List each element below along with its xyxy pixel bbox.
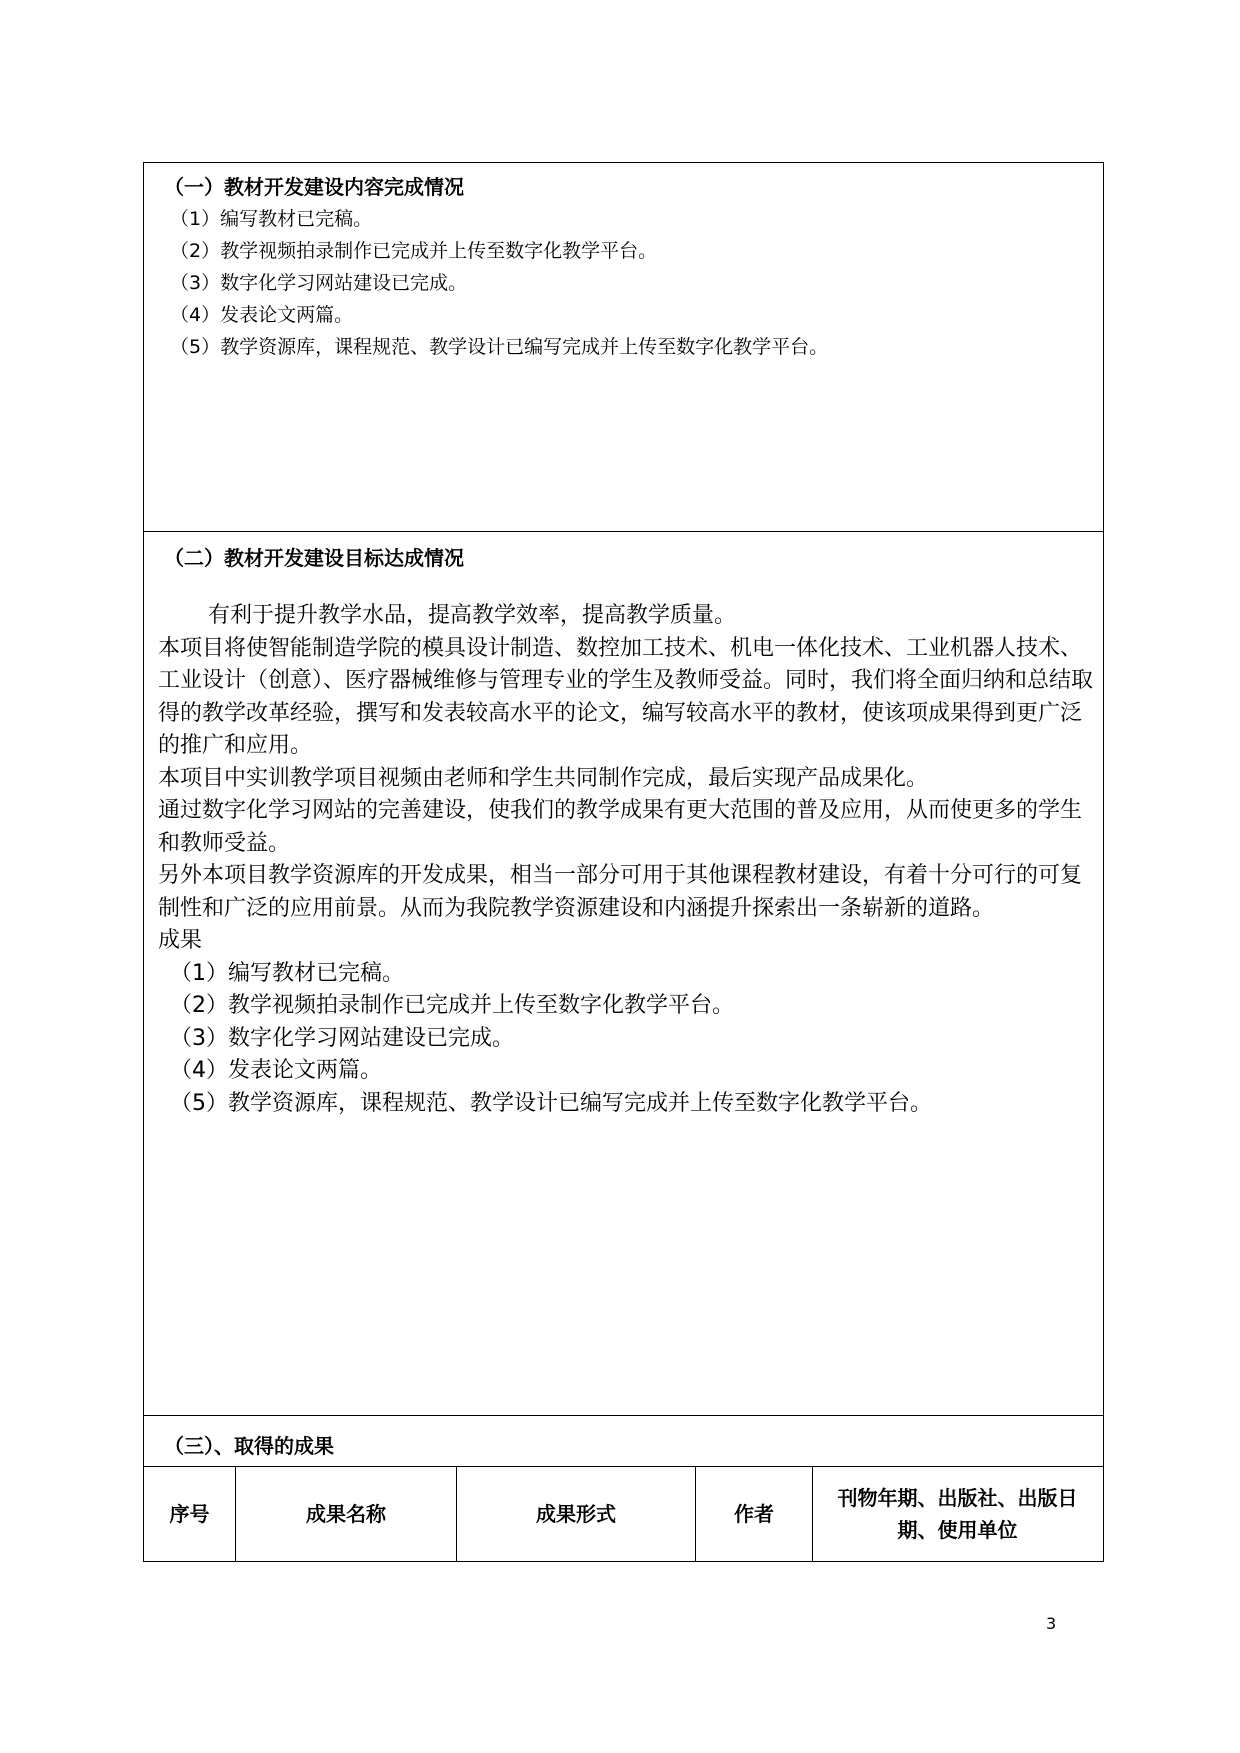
list-item: （2）教学视频拍录制作已完成并上传至数字化教学平台。 [170, 993, 734, 1018]
column-header-publication: 刊物年期、出版社、出版日期、使用单位 [837, 1486, 1078, 1542]
column-header-form: 成果形式 [457, 1467, 696, 1561]
column-header-name: 成果名称 [236, 1467, 457, 1561]
list-item: （1）编写教材已完稿。 [170, 208, 373, 230]
paragraph: 另外本项目教学资源库的开发成果，相当一部分可用于其他课程教材建设，有着十分可行的可复制性和广泛的应用前景。从而为我院教学资源建设和内涵提升探索出一条崭新的道路。 [158, 863, 1083, 921]
section-heading: （二）教材开发建设目标达成情况 [164, 546, 464, 570]
section-heading: （三）、取得的成果 [164, 1434, 334, 1458]
column-header-author: 作者 [696, 1467, 813, 1561]
results-label: 成果 [158, 928, 203, 953]
section-achievements [143, 1415, 1104, 1467]
list-item: （3）数字化学习网站建设已完成。 [170, 1025, 514, 1051]
list-item: （3）数字化学习网站建设已完成。 [170, 272, 468, 294]
completion-list [170, 203, 828, 363]
section-heading: （一）教材开发建设内容完成情况 [164, 175, 464, 199]
list-item: （1）编写教材已完稿。 [170, 960, 404, 986]
achievements-table-header [143, 1466, 1104, 1562]
section-goal-achievement [143, 531, 1104, 1416]
list-item: （4）发表论文两篇。 [170, 1058, 382, 1083]
results-list [158, 958, 1098, 1121]
list-item: （5）教学资源库，课程规范、教学设计已编写完成并上传至数字化教学平台。 [170, 336, 829, 358]
paragraph: 通过数字化学习网站的完善建设，使我们的教学成果有更大范围的普及应用，从而使更多的学生和教师受益。 [158, 798, 1083, 856]
column-header-number: 序号 [144, 1467, 236, 1561]
section-content-completion [143, 162, 1104, 532]
list-item: （2）教学视频拍录制作已完成并上传至数字化教学平台。 [170, 240, 658, 262]
list-item: （5）教学资源库，课程规范、教学设计已编写完成并上传至数字化教学平台。 [170, 1090, 932, 1116]
list-item: （4）发表论文两篇。 [170, 304, 354, 326]
intro-paragraph: 有利于提升教学水品，提高教学效率，提高教学质量。 [208, 603, 737, 628]
page-number: 3 [1046, 1614, 1057, 1633]
paragraph: 本项目中实训教学项目视频由老师和学生共同制作完成，最后实现产品成果化。 [158, 765, 929, 791]
goal-body [158, 600, 1098, 1120]
paragraph: 本项目将使智能制造学院的模具设计制造、数控加工技术、机电一体化技术、工业机器人技术、工业设计（创意）、医疗器械维修与管理专业的学生及教师受益。同时，我们将全面归纳和总结取得的教学改革经验，撰写和发表较高水平的论文，编写较高水平的教材，使该项成果得到更广泛的推广和应用。 [158, 635, 1094, 758]
